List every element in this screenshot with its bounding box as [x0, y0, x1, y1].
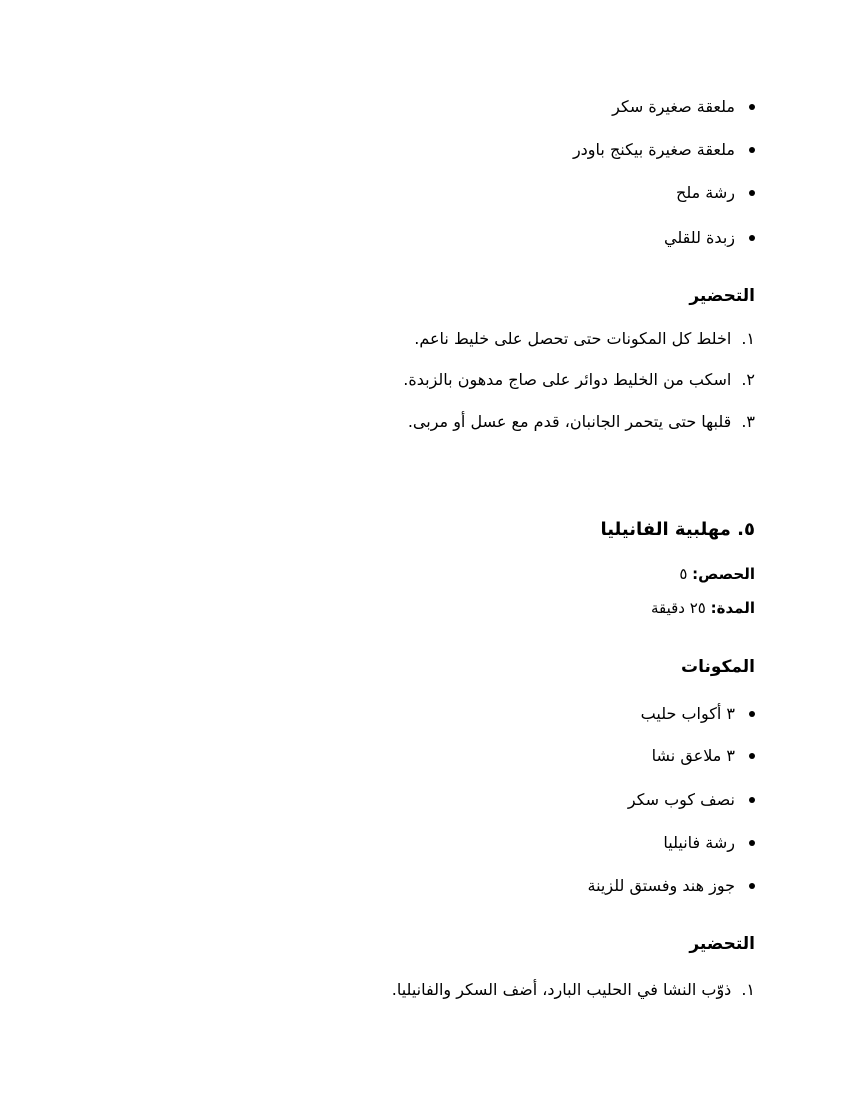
list-item [652, 746, 755, 766]
duration-value: ٢٥ دقيقة [650, 599, 706, 617]
list-item [573, 140, 755, 160]
ingredient-text: نصف كوب سكر [627, 790, 735, 809]
duration-label: المدة: [710, 599, 755, 617]
step-item [392, 980, 755, 1000]
list-item [628, 790, 755, 810]
bullet-icon [749, 147, 755, 153]
step-number: ٣. [741, 412, 755, 431]
recipe-title: ٥. مهلبية الفانيليا [600, 519, 755, 540]
step-item [403, 370, 755, 390]
bullet-icon [749, 235, 755, 241]
bullet-icon [749, 104, 755, 110]
list-item [588, 876, 755, 896]
section-heading-ingredients: المكونات [680, 657, 755, 677]
step-number: ١. [741, 329, 755, 348]
bullet-icon [749, 190, 755, 196]
section-heading-preparation: التحضير [689, 934, 755, 954]
step-item [414, 329, 755, 349]
servings-label: الحصص: [692, 565, 755, 583]
servings-line [679, 564, 755, 584]
step-number: ١. [741, 980, 755, 999]
bullet-icon [749, 883, 755, 889]
section-heading-preparation: التحضير [689, 286, 755, 306]
step-text: اسكب من الخليط دوائر على صاج مدهون بالزبدة. [403, 370, 732, 389]
ingredient-text: رشة فانيليا [663, 833, 735, 852]
list-item [641, 704, 755, 724]
ingredient-text: رشة ملح [676, 183, 735, 202]
list-item [612, 97, 755, 117]
step-number: ٢. [741, 370, 755, 389]
bullet-icon [749, 840, 755, 846]
bullet-icon [749, 711, 755, 717]
ingredient-text: ٣ أكواب حليب [640, 704, 735, 723]
bullet-icon [749, 797, 755, 803]
list-item [664, 228, 755, 248]
ingredient-text: ملعقة صغيرة بيكنج باودر [572, 140, 735, 159]
ingredient-text: جوز هند وفستق للزينة [587, 876, 735, 895]
ingredient-text: ملعقة صغيرة سكر [612, 97, 735, 116]
step-text: قلبها حتى يتحمر الجانبان، قدم مع عسل أو مربى. [407, 412, 732, 431]
step-text: اخلط كل المكونات حتى تحصل على خليط ناعم. [414, 329, 732, 348]
step-text: ذوّب النشا في الحليب البارد، أضف السكر والفانيليا. [391, 980, 732, 999]
duration-line [651, 598, 755, 618]
list-item [663, 833, 755, 853]
ingredient-text: زبدة للقلي [664, 228, 735, 247]
recipe-content [255, 0, 755, 1100]
servings-value: ٥ [679, 565, 688, 583]
list-item [676, 183, 755, 203]
bullet-icon [749, 753, 755, 759]
step-item [408, 412, 755, 432]
ingredient-text: ٣ ملاعق نشا [651, 746, 735, 765]
